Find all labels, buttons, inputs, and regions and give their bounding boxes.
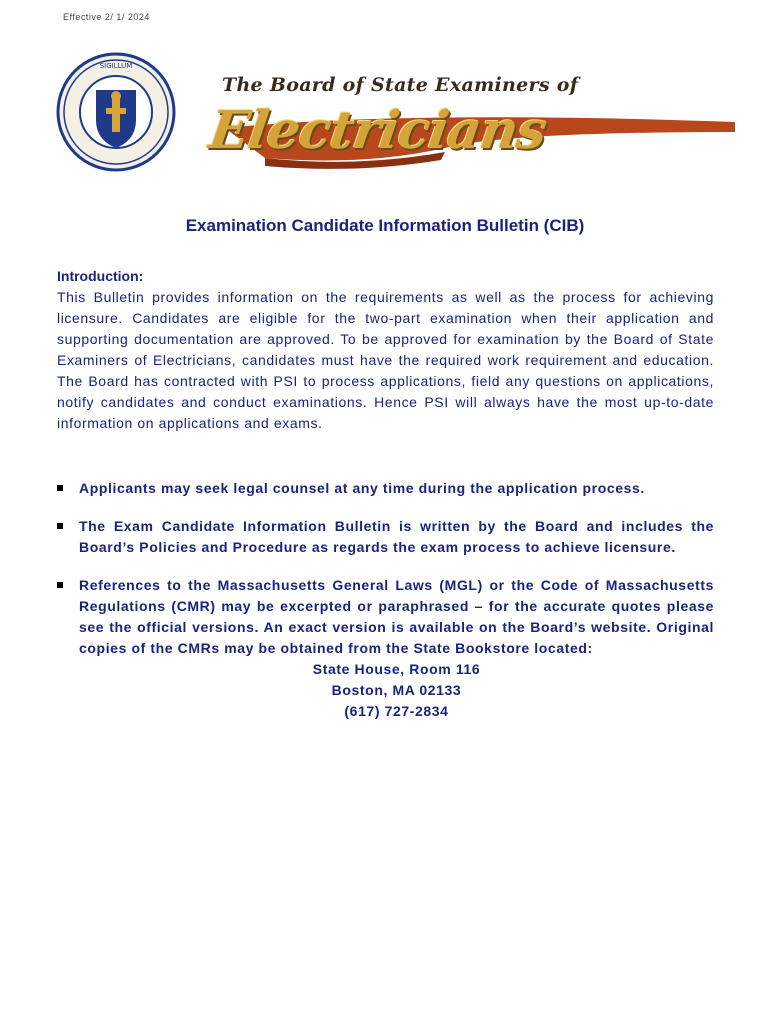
address-line2: Boston, MA 02133 <box>331 682 462 698</box>
address-line1: State House, Room 116 <box>312 661 481 677</box>
square-bullet-icon <box>57 485 63 491</box>
square-bullet-icon <box>57 582 63 588</box>
svg-text:SIGILLUM: SIGILLUM <box>99 62 133 70</box>
introduction-body: This Bulletin provides information on the requirements as well as the process for achieving licensure. Candidates are eligible for the two-part examination when their application and supporting documentation are approved. To be approved for examination by the Board of State Examiners of Electricians, candidates must have the required work requirement and education. The Board has contracted with PSI to process applications, field any questions on applications, notify candidates and conduct examinations. Hence PSI will always have the most up-to-date information on applications and exams. <box>57 289 714 431</box>
bookstore-address <box>79 659 714 722</box>
header <box>0 0 770 200</box>
effective-date: Effective 2/ 1/ 2024 <box>63 12 150 22</box>
bullet-text: The Exam Candidate Information Bulletin is written by the Board and includes the Board’s Policies and Procedure as regards the exam process to achieve licensure. <box>79 518 714 555</box>
list-item <box>57 516 714 558</box>
introduction-heading: Introduction: <box>57 268 144 284</box>
introduction-section <box>57 266 714 434</box>
address-phone: (617) 727-2834 <box>344 703 449 719</box>
square-bullet-icon <box>57 523 63 529</box>
bullet-text: Applicants may seek legal counsel at any time during the application process. <box>79 480 645 496</box>
banner-title: The Board of State Examiners of <box>222 74 579 96</box>
bullet-text: References to the Massachusetts General Laws (MGL) or the Code of Massachusetts Regulations (CMR) may be excerpted or paraphrased – for the accurate quotes please see the official versions. An exact version is available on the Board’s website. Original copies of the CMRs may be obtained from the State Bookstore located: <box>79 577 714 656</box>
electricians-logo: Electricians <box>205 100 550 161</box>
list-item <box>57 575 714 722</box>
document-title: Examination Candidate Information Bulletin (CIB) <box>185 216 585 235</box>
massachusetts-seal-icon <box>56 52 176 172</box>
bullet-list <box>57 478 714 739</box>
list-item <box>57 478 714 499</box>
